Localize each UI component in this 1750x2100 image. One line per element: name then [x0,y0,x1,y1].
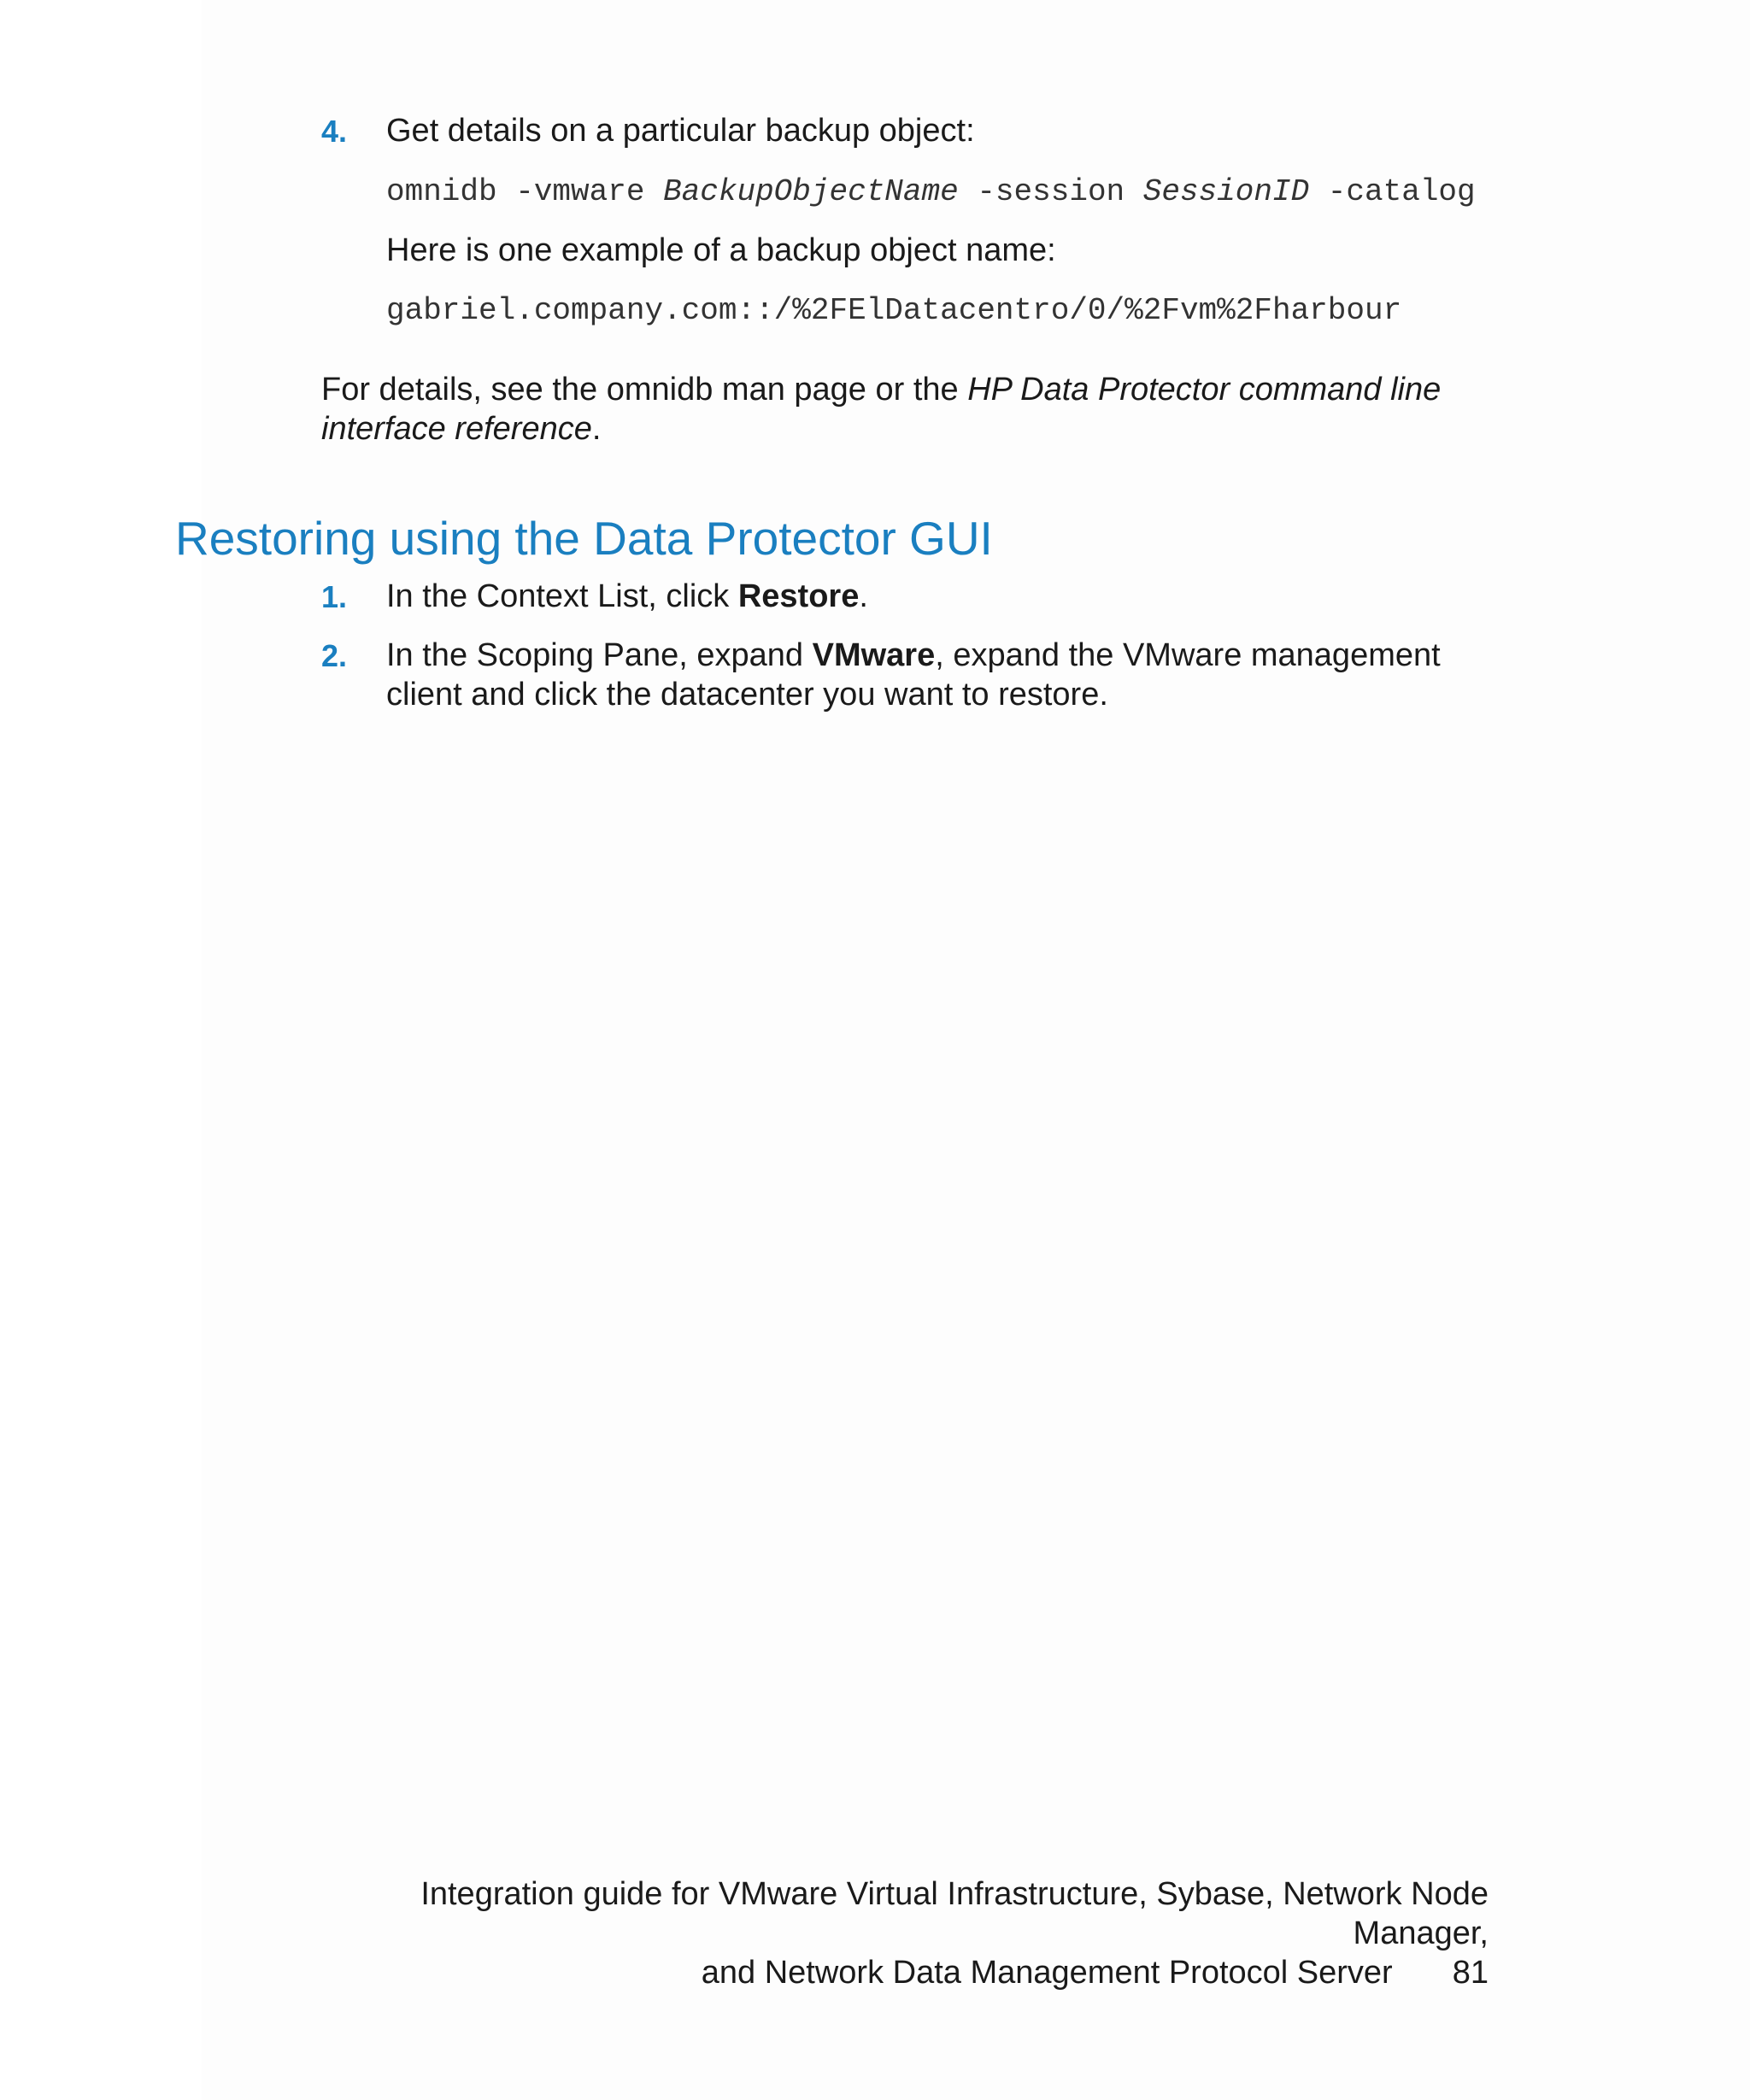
step-1-before: In the Context List, click [386,578,738,614]
command-session-flag: -session [958,174,1143,209]
vmware-label: VMware [812,637,936,673]
step-4-number: 4. [321,114,348,149]
footer-line-2-text: and Network Data Management Protocol Server [701,1955,1393,1991]
example-object-name: gabriel.company.com::/%2FElDatacentro/0/%2Fvm%2Fharbour [386,293,1402,328]
command-catalog-flag: -catalog [1309,174,1476,209]
details-note [321,370,1492,449]
section-heading: Restoring using the Data Protector GUI [175,512,993,565]
step-2-after: , expand the VMware management client and click the datacenter you want to restore. [386,637,1441,713]
step-1-after: . [859,578,868,614]
command-line [386,174,1476,209]
step-1-text [386,577,1493,616]
step-2-number: 2. [321,638,348,673]
command-arg-session-id: SessionID [1142,174,1310,209]
footer-line-1: Integration guide for VMware Virtual Infrastructure, Sybase, Network Node Manager, [420,1876,1489,1951]
reference-title: HP Data Protector command line interface reference [321,372,1442,447]
restore-label: Restore [737,578,860,614]
step-2-before: In the Scoping Pane, expand [386,637,813,673]
step-1-number: 1. [321,579,348,614]
footer-line-2 [316,1953,1489,1992]
details-note-prefix: For details, see the omnidb man page or the [321,372,968,408]
page-number: 81 [1452,1955,1489,1991]
page-footer [316,1874,1489,1992]
example-intro: Here is one example of a backup object name: [386,232,1056,268]
details-note-suffix: . [591,411,602,447]
step-2-text [386,636,1493,714]
command-name: omnidb -vmware [386,174,664,209]
command-arg-backup-object-name: BackupObjectName [663,174,959,209]
step-4-text: Get details on a particular backup object: [386,113,975,149]
